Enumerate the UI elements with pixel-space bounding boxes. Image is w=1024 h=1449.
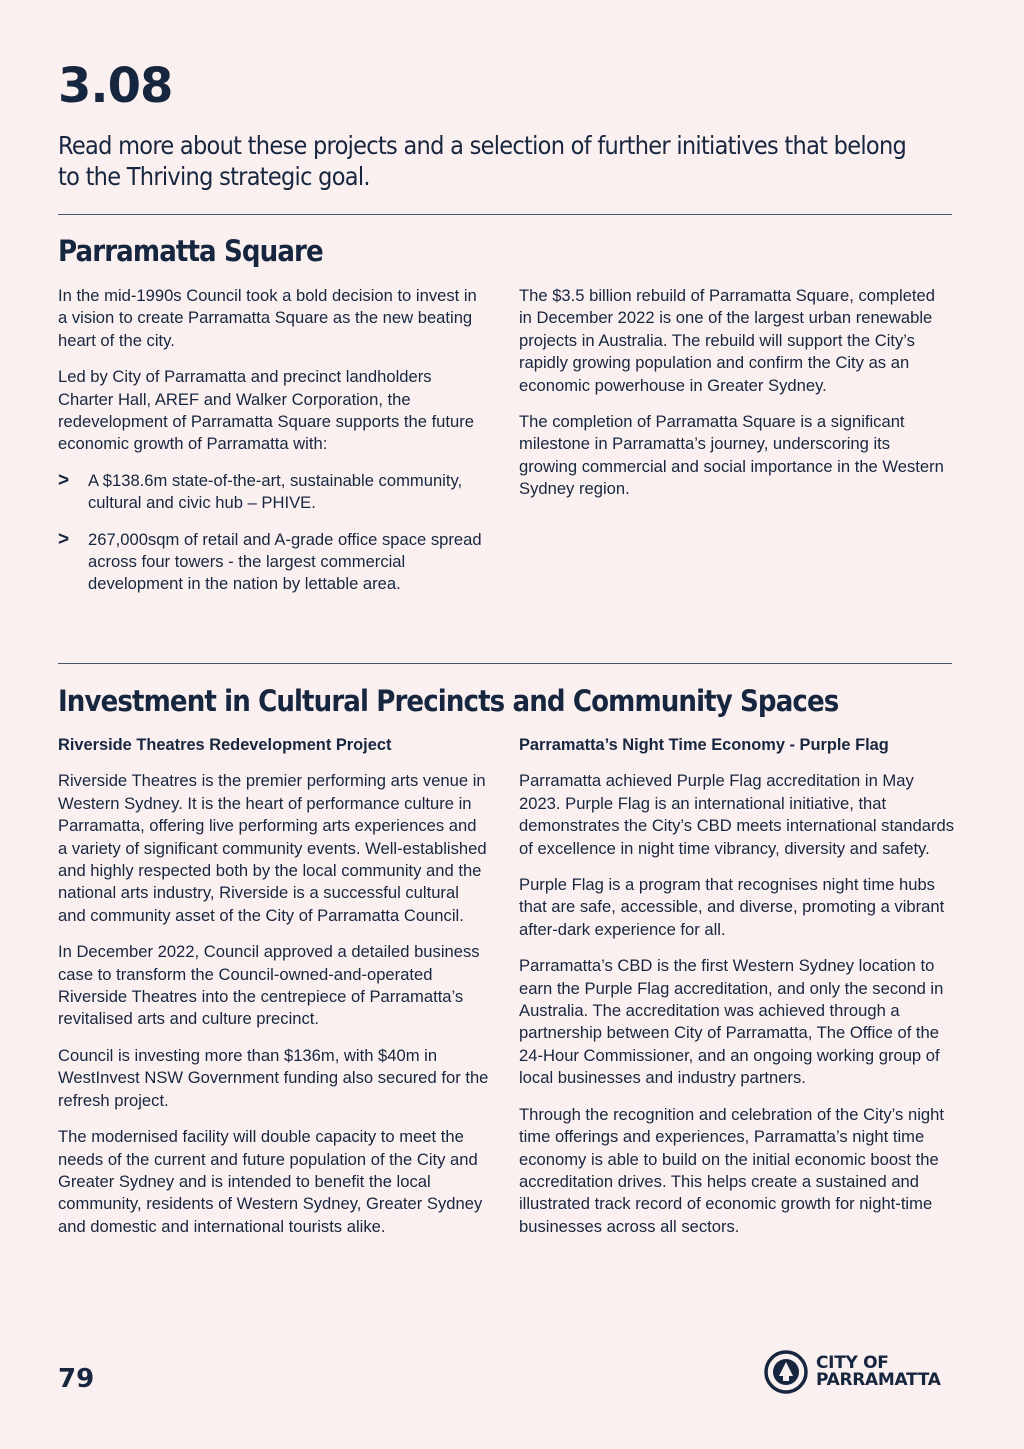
page-number: 79 — [58, 1364, 95, 1394]
paragraph: Council is investing more than $136m, with $40m in WestInvest NSW Government funding also secured for the refresh project. — [58, 1045, 489, 1110]
list-item — [58, 529, 490, 596]
list-item — [58, 470, 490, 515]
chevron-right-icon: > — [58, 528, 70, 550]
logo-line-2: PARRAMATTA — [816, 1370, 941, 1390]
riverside-theatres-column — [58, 734, 490, 1252]
paragraph: The $3.5 billion rebuild of Parramatta Square, completed in December 2022 is one of the largest urban renewable projects in Australia. The rebuild will support the City’s rapidly growing population and confirm the City as an economic powerhouse in Greater Sydney. — [519, 286, 936, 395]
subheading-riverside: Riverside Theatres Redevelopment Project — [58, 736, 392, 754]
list-item-text: 267,000sqm of retail and A-grade office space spread across four towers - the largest commercial development in the nation by lettable area. — [88, 529, 482, 594]
paragraph: Parramatta achieved Purple Flag accreditation in May 2023. Purple Flag is an international initiative, that demonstrates the City’s CBD meets international standards of excellence in night time vibrancy, diversity and safety. — [519, 771, 955, 858]
parramatta-square-left-column — [58, 285, 490, 610]
paragraph: Led by City of Parramatta and precinct landholders Charter Hall, AREF and Walker Corporation, the redevelopment of Parramatta Square supports the future economic growth of Parramatta with: — [58, 367, 475, 454]
paragraph: The completion of Parramatta Square is a significant milestone in Parramatta’s journey, underscoring its growing commercial and social importance in the Western Sydney region. — [519, 412, 944, 499]
logo-line-1: CITY OF — [816, 1353, 889, 1373]
divider — [58, 663, 952, 664]
heading-cultural-precincts: Investment in Cultural Precincts and Community Spaces — [58, 684, 839, 718]
city-of-parramatta-logo — [764, 1350, 941, 1394]
paragraph: Riverside Theatres is the premier performing arts venue in Western Sydney. It is the heart of performance culture in Parramatta, offering live performing arts experiences and a variety of significant community events. Well-established and highly respected both by the local community and the national arts industry, Riverside is a successful cultural and community asset of the City of Parramatta Council. — [58, 771, 487, 925]
subheading-purple-flag: Parramatta’s Night Time Economy - Purple Flag — [519, 736, 889, 754]
section-number: 3.08 — [58, 58, 173, 114]
paragraph: In the mid-1990s Council took a bold decision to invest in a vision to create Parramatta Square as the new beating heart of the city. — [58, 286, 477, 350]
heading-parramatta-square: Parramatta Square — [58, 234, 323, 268]
page — [58, 0, 955, 1449]
city-of-parramatta-emblem-icon — [764, 1350, 808, 1394]
purple-flag-column — [519, 734, 955, 1252]
paragraph: Through the recognition and celebration of the City’s night time offerings and experiences, Parramatta’s night time economy is able to build on the initial economic boost the accreditation drives. This helps create a sustained and illustrated track record of economic growth for night-time businesses across all sectors. — [519, 1104, 944, 1236]
paragraph: Purple Flag is a program that recognises night time hubs that are safe, accessible, and diverse, promoting a vibrant after-dark experience for all. — [519, 875, 945, 939]
list-item-text: A $138.6m state-of-the-art, sustainable community, cultural and civic hub – PHIVE. — [88, 470, 463, 513]
bullet-list — [58, 470, 490, 596]
parramatta-square-right-column — [519, 285, 951, 515]
chevron-right-icon: > — [58, 469, 70, 491]
intro-text: Read more about these projects and a selection of further initiatives that belong to the Thriving strategic goal. — [58, 131, 907, 191]
paragraph: In December 2022, Council approved a detailed business case to transform the Council-owned-and-operated Riverside Theatres into the centrepiece of Parramatta’s revitalised arts and culture precinct. — [58, 942, 480, 1029]
divider — [58, 214, 952, 215]
paragraph: The modernised facility will double capacity to meet the needs of the current and future population of the City and Greater Sydney and is intended to benefit the local community, residents of Western Sydney, Greater Sydney and domestic and international tourists alike. — [58, 1127, 483, 1236]
paragraph: Parramatta’s CBD is the first Western Sydney location to earn the Purple Flag accreditation, and only the second in Australia. The accreditation was achieved through a partnership between City of Parramatta, The Office of the 24-Hour Commissioner, and an ongoing working group of local businesses and industry partners. — [519, 956, 944, 1088]
